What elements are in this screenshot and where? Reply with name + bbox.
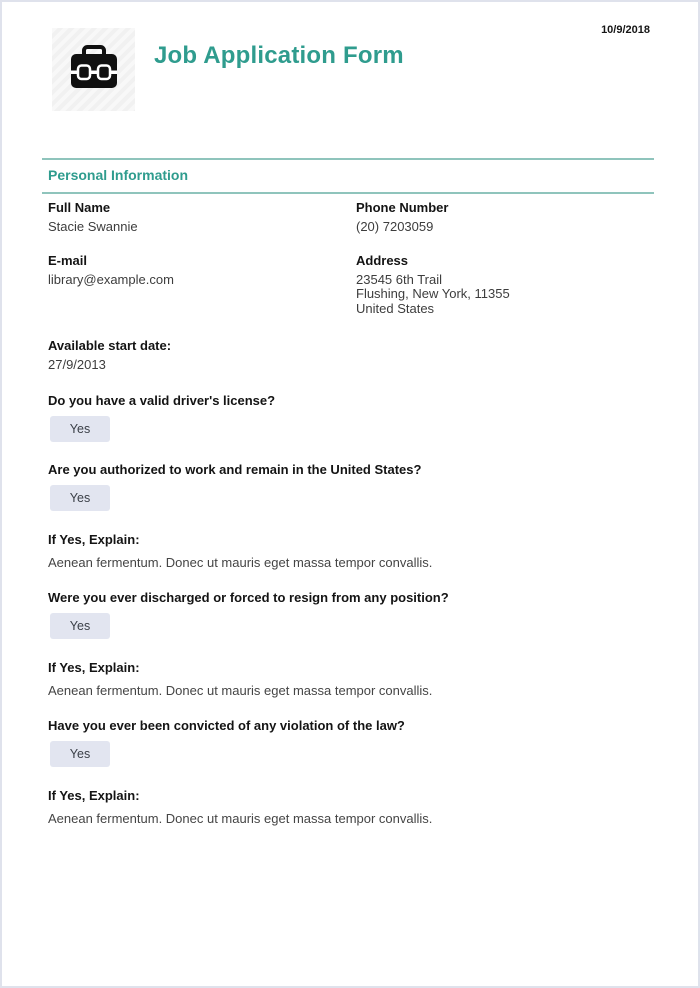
- explain-label: If Yes, Explain:: [48, 787, 140, 803]
- yes-button[interactable]: Yes: [50, 613, 110, 639]
- address-line: Flushing, New York, 11355: [356, 286, 510, 301]
- field-label: Available start date:: [48, 338, 172, 353]
- form-header: [42, 2, 654, 158]
- field-phone: [356, 200, 654, 235]
- question-discharged: [48, 590, 654, 639]
- field-start-date: [48, 338, 654, 373]
- explain-text: Aenean fermentum. Donec ut mauris eget massa tempor convallis.: [48, 554, 433, 570]
- field-value: (20) 7203059: [356, 219, 434, 234]
- section-divider-top: [42, 158, 654, 160]
- yes-button[interactable]: Yes: [50, 485, 110, 511]
- page-content: [2, 2, 698, 826]
- question-label: Were you ever discharged or forced to resign from any position?: [48, 589, 449, 605]
- yes-button[interactable]: Yes: [50, 741, 110, 767]
- question-label: Are you authorized to work and remain in the United States?: [48, 461, 422, 477]
- field-label: Phone Number: [356, 200, 449, 215]
- field-value: Stacie Swannie: [48, 219, 138, 234]
- field-full-name: [48, 200, 356, 235]
- question-label: Do you have a valid driver's license?: [48, 392, 276, 408]
- form-date: 10/9/2018: [601, 24, 650, 36]
- question-drivers-license: [48, 393, 654, 442]
- field-email: [48, 253, 356, 317]
- field-address: [356, 253, 654, 317]
- question-label: Have you ever been convicted of any violation of the law?: [48, 717, 405, 733]
- explanation-block: [48, 660, 654, 698]
- logo: [52, 28, 135, 111]
- address-line: 23545 6th Trail: [356, 271, 443, 287]
- explanation-block: [48, 532, 654, 570]
- field-value: library@example.com: [48, 271, 174, 287]
- briefcase-icon: [71, 45, 117, 94]
- field-label: Address: [356, 252, 409, 268]
- page-title: Job Application Form: [154, 42, 404, 69]
- address-line: United States: [356, 300, 435, 316]
- field-label: E-mail: [48, 252, 88, 268]
- field-value: [356, 273, 654, 317]
- question-work-authorization: [48, 462, 654, 511]
- field-value: 27/9/2013: [48, 357, 106, 372]
- explain-label: If Yes, Explain:: [48, 531, 140, 547]
- explanation-block: [48, 788, 654, 826]
- explain-text: Aenean fermentum. Donec ut mauris eget massa tempor convallis.: [48, 682, 433, 698]
- field-label: Full Name: [48, 200, 111, 215]
- explain-label: If Yes, Explain:: [48, 659, 140, 675]
- question-convicted: [48, 718, 654, 767]
- section-divider-bottom: [42, 192, 654, 194]
- section-title: Personal Information: [48, 167, 189, 183]
- explain-text: Aenean fermentum. Donec ut mauris eget massa tempor convallis.: [48, 810, 433, 826]
- personal-info-grid: [48, 200, 654, 316]
- yes-button[interactable]: Yes: [50, 416, 110, 442]
